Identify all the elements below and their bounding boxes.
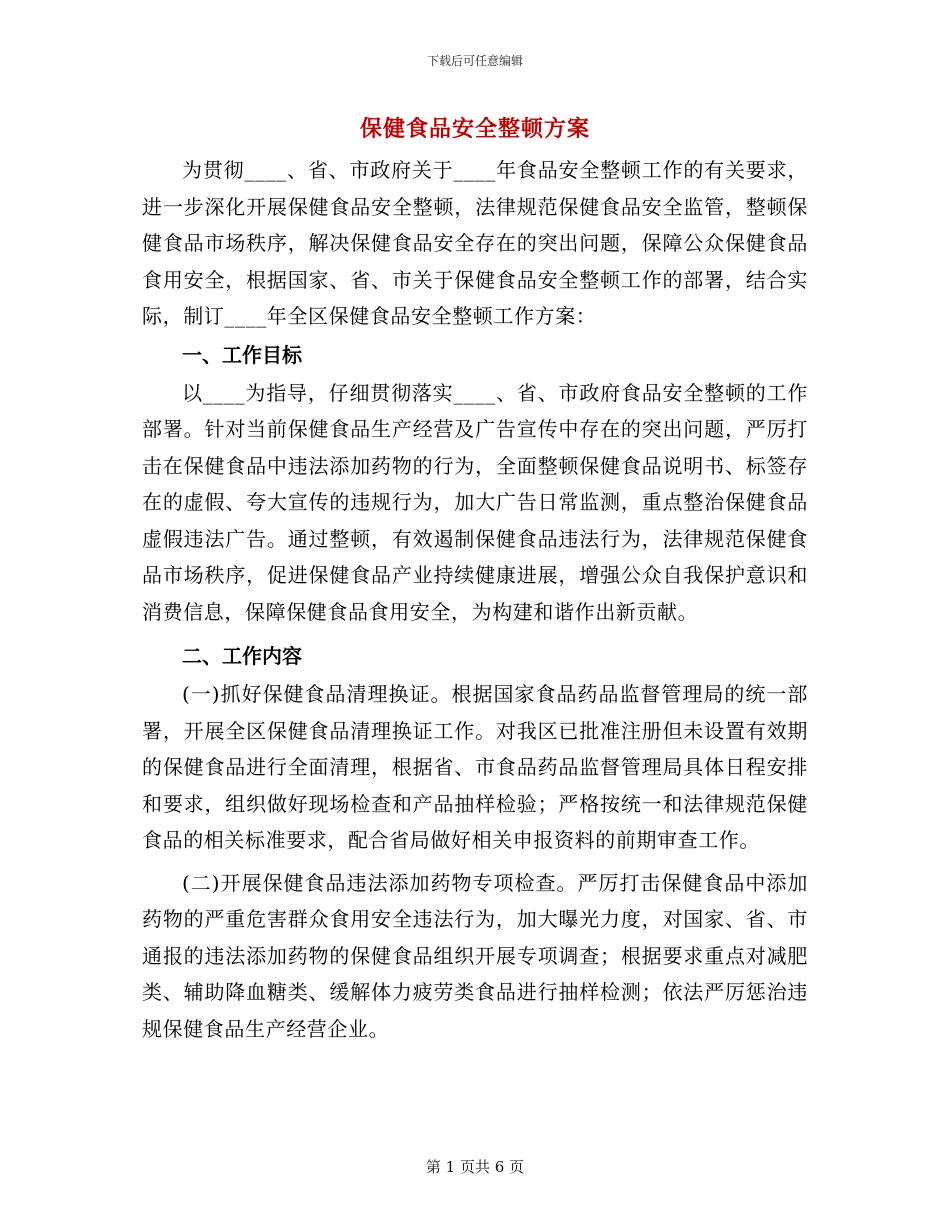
section-heading-goal: 一、工作目标 xyxy=(182,342,302,367)
document-title: 保健食品安全整顿方案 xyxy=(359,116,590,142)
section-heading-content: 二、工作内容 xyxy=(182,644,302,668)
goal-paragraph: 以____为指导，仔细贯彻落实____、省、市政府食品安全整顿的工作部署。针对当前保健食品生产经营及广告宣传中存在的突出问题，严厉打击在保健食品中违法添加药物的行为，全面整顿保健食品说明书、标签存在的虚假、夸大宣传的违规行为，加大广告日常监测，重点整治保健食品虚假违法广告。通过整顿，有效遏制保健食品违法行为，法律规范保健食品市场秩序，促进保健食品产业持续健康进展，增强公众自我保护意识和消费信息，保障保健食品食用安全，为构建和谐作出新贡献。 xyxy=(142,380,808,624)
document-body xyxy=(142,152,808,1047)
page-footer: 第 1 页共 6 页 xyxy=(425,1158,525,1176)
header-note: 下载后可任意编辑 xyxy=(426,54,523,68)
content-item-1-paragraph: (一)抓好保健食品清理换证。根据国家食品药品监督管理局的统一部署，开展全区保健食品清理换证工作。对我区已批准注册但未设置有效期的保健食品进行全面清理，根据省、市食品药品监督管理局具体日程安排和要求，组织做好现场检查和产品抽样检验；严格按统一和法律规范保健食品的相关标准要求，配合省局做好相关申报资料的前期审查工作。 xyxy=(142,682,808,852)
intro-paragraph: 为贯彻____、省、市政府关于____年食品安全整顿工作的有关要求，进一步深化开展保健食品安全整顿，法律规范保健食品安全监管，整顿保健食品市场秩序，解决保健食品安全存在的突出问题，保障公众保健食品食用安全，根据国家、省、市关于保健食品安全整顿工作的部署，结合实际，制订____年全区保健食品安全整顿工作方案： xyxy=(142,158,808,328)
content-item-2-paragraph: (二)开展保健食品违法添加药物专项检查。严厉打击保健食品中添加药物的严重危害群众食用安全违法行为，加大曝光力度，对国家、省、市通报的违法添加药物的保健食品组织开展专项调查；根据要求重点对减肥类、辅助降血糖类、缓解体力疲劳类食品进行抽样检测；依法严厉惩治违规保健食品生产经营企业。 xyxy=(142,870,808,1041)
